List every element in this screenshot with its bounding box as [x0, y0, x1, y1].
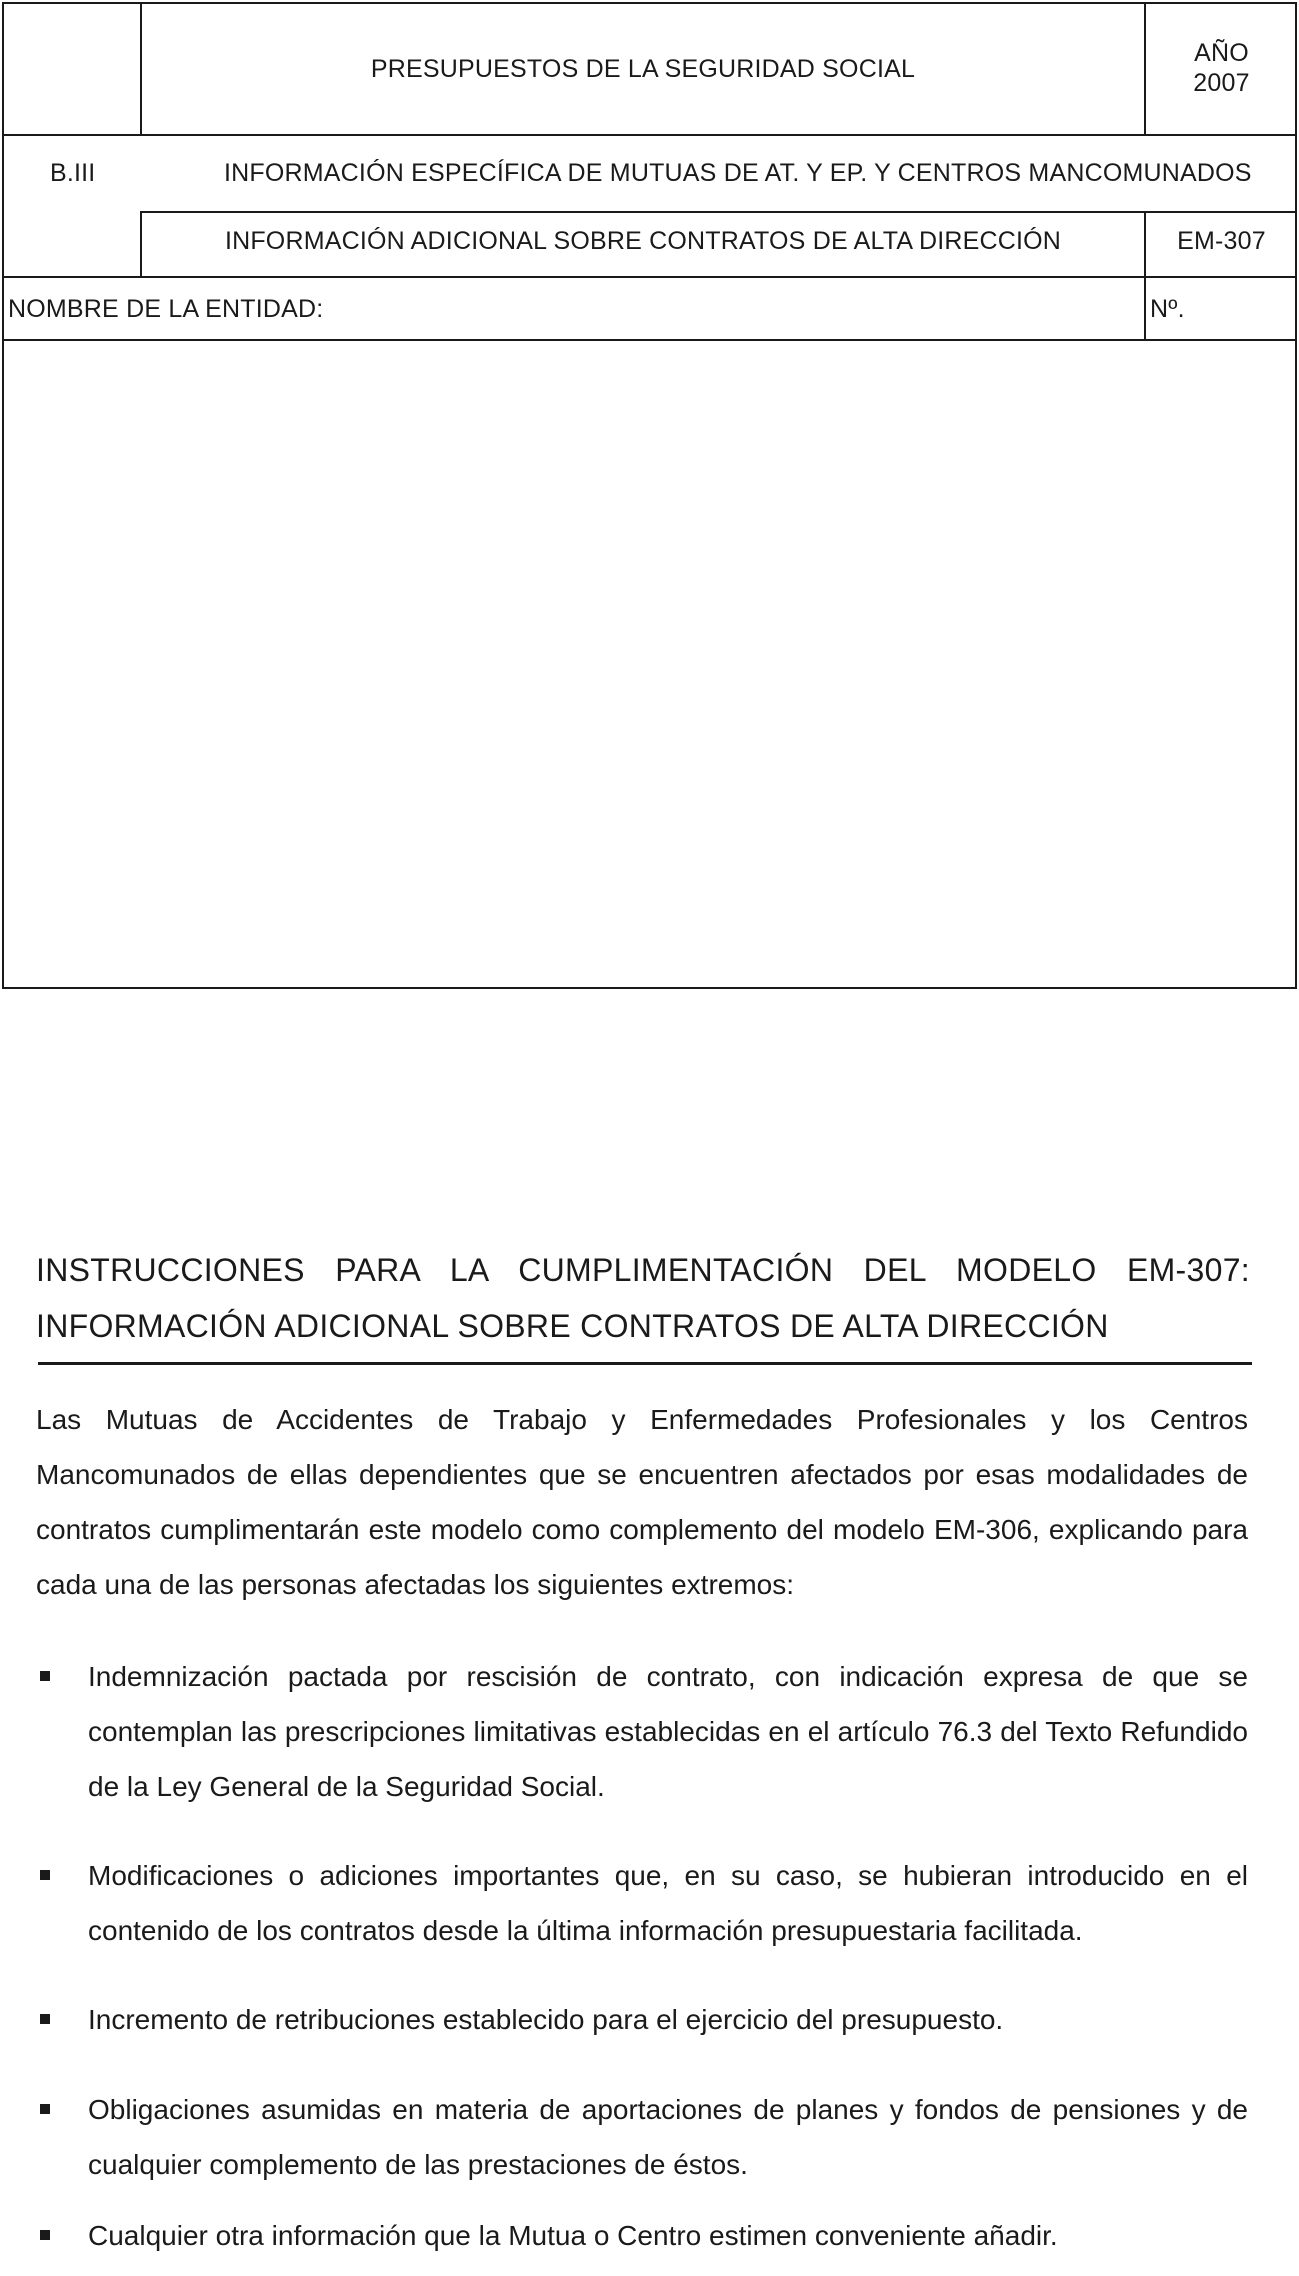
bullet-square-icon — [40, 2104, 50, 2114]
instructions-title-line1: INSTRUCCIONES PARA LA CUMPLIMENTACIÓN DEL MODELO EM-307: — [36, 1252, 1250, 1288]
page-title: PRESUPUESTOS DE LA SEGURIDAD SOCIAL — [370, 55, 916, 83]
list-item-text: Modificaciones o adiciones importantes que, en su caso, se hubieran introducido en el contenido de los contratos desde la última información presupuestaria facilitada. — [88, 1860, 1248, 1946]
row-divider — [4, 276, 1295, 278]
section-code: B.III — [50, 159, 96, 187]
list-item — [36, 2208, 1248, 2263]
form-title: INFORMACIÓN ADICIONAL SOBRE CONTRATOS DE ALTA DIRECCIÓN — [224, 227, 1062, 255]
bullet-square-icon — [40, 1870, 50, 1880]
list-item-text: Cualquier otra información que la Mutua o Centro estimen conveniente añadir. — [88, 2220, 1058, 2251]
section-title: INFORMACIÓN ESPECÍFICA DE MUTUAS DE AT. Y EP. Y CENTROS MANCOMUNADOS — [224, 159, 1252, 187]
year-label: AÑO — [1194, 39, 1249, 67]
list-item — [36, 1649, 1248, 1814]
list-item-text: Incremento de retribuciones establecido para el ejercicio del presupuesto. — [88, 2004, 1004, 2035]
bullet-square-icon — [40, 1671, 50, 1681]
row-divider — [142, 211, 1295, 213]
form-code: EM-307 — [1177, 227, 1266, 255]
list-item-text: Indemnización pactada por rescisión de contrato, con indicación expresa de que se contemplan las prescripciones limitativas establecidas en el artículo 76.3 del Texto Refundido de la Ley General de la Seguridad Social. — [88, 1661, 1248, 1802]
list-item-text: Obligaciones asumidas en materia de aportaciones de planes y fondos de pensiones y de cualquier complemento de las prestaciones de éstos. — [88, 2094, 1248, 2180]
instructions-intro: Las Mutuas de Accidentes de Trabajo y Enfermedades Profesionales y los Centros Mancomunados de ellas dependientes que se encuentren afectados por esas modalidades de contratos cumplimentarán este modelo como complemento del modelo EM-306, explicando para cada una de las personas afectadas los siguientes extremos: — [36, 1404, 1248, 1600]
list-item — [36, 2082, 1248, 2192]
header-form — [2, 2, 1297, 989]
entity-number-label: Nº. — [1150, 295, 1185, 323]
bullet-square-icon — [40, 2014, 50, 2024]
entity-name-label: NOMBRE DE LA ENTIDAD: — [8, 295, 324, 323]
row-divider — [4, 134, 1295, 136]
bullet-square-icon — [40, 2230, 50, 2240]
instructions-title-line2: INFORMACIÓN ADICIONAL SOBRE CONTRATOS DE ALTA DIRECCIÓN — [36, 1308, 1109, 1344]
list-item — [36, 1848, 1248, 1958]
instructions-title — [36, 1242, 1250, 1354]
list-item — [36, 1992, 1248, 2047]
year-value: 2007 — [1193, 69, 1250, 97]
content-area — [4, 341, 1295, 987]
title-underline — [38, 1362, 1252, 1365]
